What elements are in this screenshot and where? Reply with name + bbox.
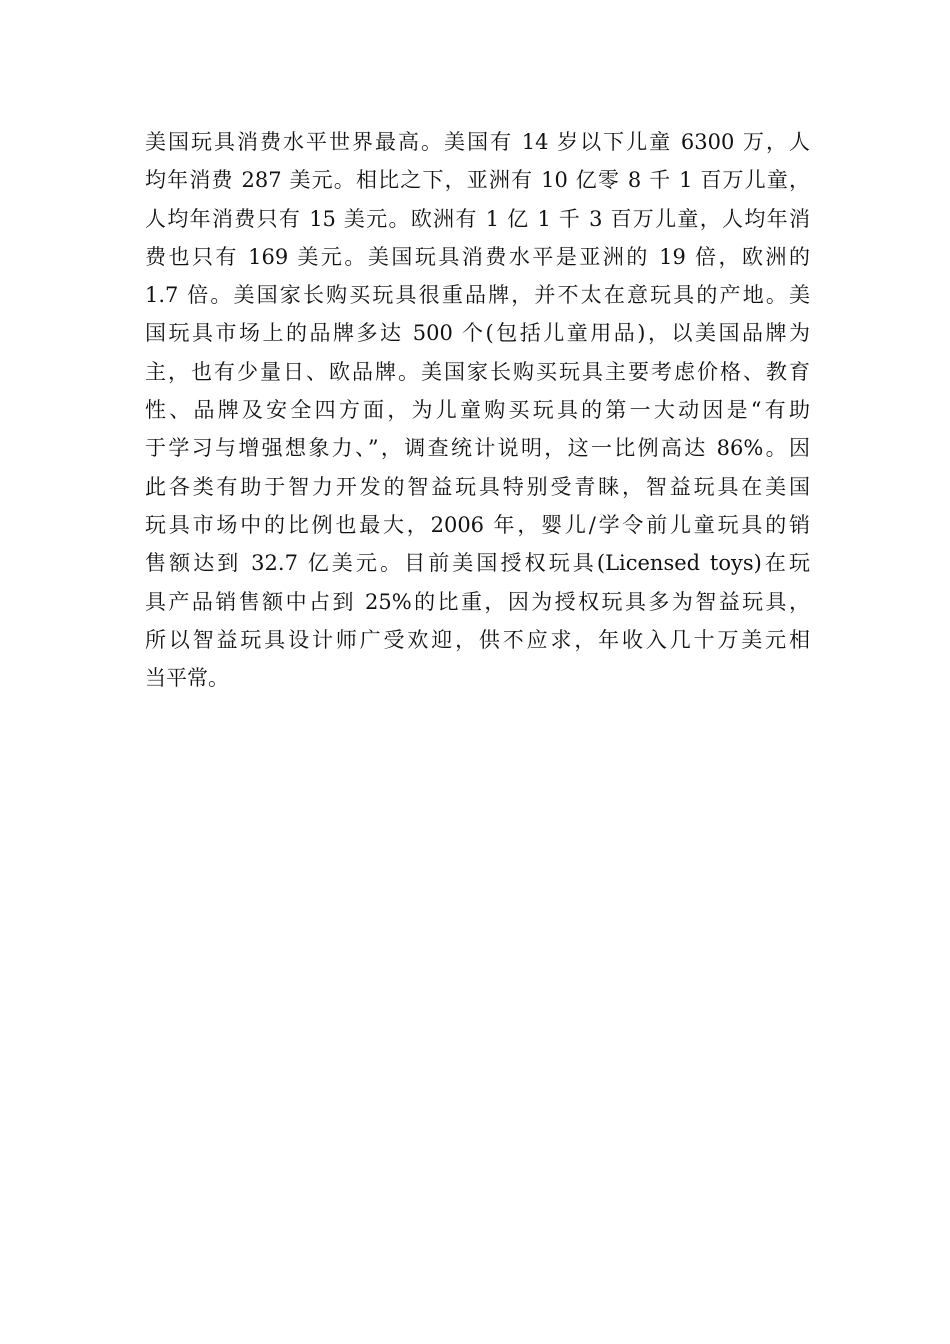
paragraph-line: 具产品销售额中占到 25%的比重，因为授权玩具多为智益玩具， bbox=[145, 589, 810, 614]
paragraph-line: 于学习与增强想象力、”，调查统计说明，这一比例高达 86%。因 bbox=[145, 436, 810, 461]
paragraph-line: 所以智益玩具设计师广受欢迎，供不应求，年收入几十万美元相 bbox=[145, 627, 810, 652]
paragraph-line: 售额达到 32.7 亿美元。目前美国授权玩具(Licensed toys)在玩 bbox=[145, 551, 810, 576]
paragraph-line: 1.7 倍。美国家长购买玩具很重品牌，并不太在意玩具的产地。美 bbox=[145, 283, 810, 308]
paragraph-line: 费也只有 169 美元。美国玩具消费水平是亚洲的 19 倍，欧洲的 bbox=[145, 244, 810, 269]
body-paragraph bbox=[145, 123, 810, 697]
paragraph-line: 主，也有少量日、欧品牌。美国家长购买玩具主要考虑价格、教育 bbox=[145, 359, 810, 384]
paragraph-line: 国玩具市场上的品牌多达 500 个(包括儿童用品)，以美国品牌为 bbox=[145, 321, 810, 346]
paragraph-line: 美国玩具消费水平世界最高。美国有 14 岁以下儿童 6300 万，人 bbox=[145, 130, 810, 154]
paragraph-line: 当平常。 bbox=[145, 666, 229, 691]
paragraph-line: 性、品牌及安全四方面，为儿童购买玩具的第一大动因是“有助 bbox=[145, 398, 810, 423]
paragraph-line: 均年消费 287 美元。相比之下，亚洲有 10 亿零 8 千 1 百万儿童， bbox=[145, 168, 810, 193]
paragraph-line: 玩具市场中的比例也最大，2006 年，婴儿/学令前儿童玩具的销 bbox=[145, 512, 810, 537]
paragraph-line: 人均年消费只有 15 美元。欧洲有 1 亿 1 千 3 百万儿童，人均年消 bbox=[145, 206, 810, 231]
paragraph-line: 此各类有助于智力开发的智益玩具特别受青睐，智益玩具在美国 bbox=[145, 474, 810, 499]
